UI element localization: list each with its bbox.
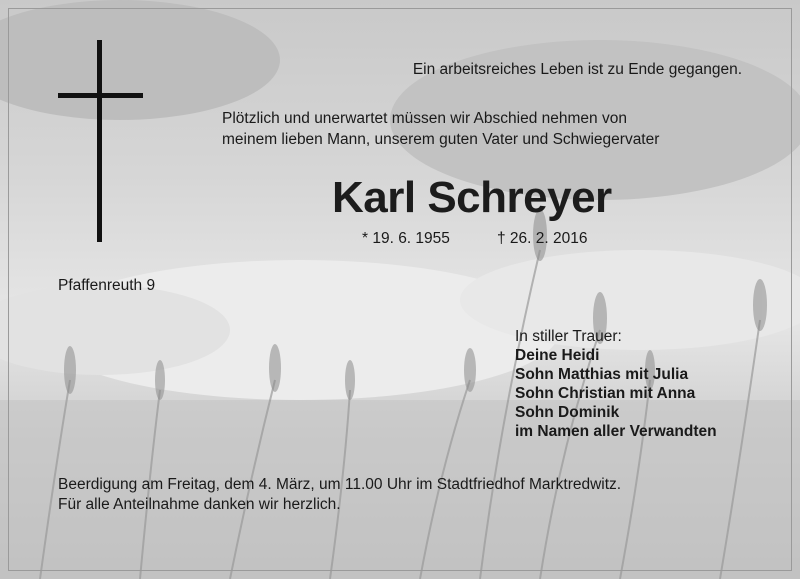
mourner-name: Sohn Dominik bbox=[515, 404, 620, 421]
intro-line: Plötzlich und unerwartet müssen wir Abschied nehmen von bbox=[222, 110, 627, 127]
mourner-name: im Namen aller Verwandten bbox=[515, 423, 717, 440]
mourners-block bbox=[515, 327, 717, 441]
cross-icon-horizontal bbox=[58, 93, 143, 98]
mourners-heading: In stiller Trauer: bbox=[515, 328, 622, 345]
funeral-line: Beerdigung am Freitag, dem 4. März, um 11.00 Uhr im Stadtfriedhof Marktredwitz. bbox=[58, 476, 622, 493]
address: Pfaffenreuth 9 bbox=[58, 277, 156, 294]
deceased-name: Karl Schreyer bbox=[332, 173, 612, 222]
mourner-name: Sohn Matthias mit Julia bbox=[515, 366, 689, 383]
mourner-name: Deine Heidi bbox=[515, 347, 600, 364]
funeral-info bbox=[58, 475, 621, 515]
cross-icon-vertical bbox=[97, 40, 102, 242]
thanks-line: Für alle Anteilnahme danken wir herzlich. bbox=[58, 496, 341, 513]
mourner-name: Sohn Christian mit Anna bbox=[515, 385, 696, 402]
birth-date: * 19. 6. 1955 bbox=[362, 230, 450, 247]
intro-line: meinem lieben Mann, unserem guten Vater und Schwiegervater bbox=[222, 131, 660, 148]
death-date: † 26. 2. 2016 bbox=[497, 230, 588, 247]
intro-text bbox=[222, 108, 659, 150]
motto: Ein arbeitsreiches Leben ist zu Ende gegangen. bbox=[412, 61, 742, 78]
